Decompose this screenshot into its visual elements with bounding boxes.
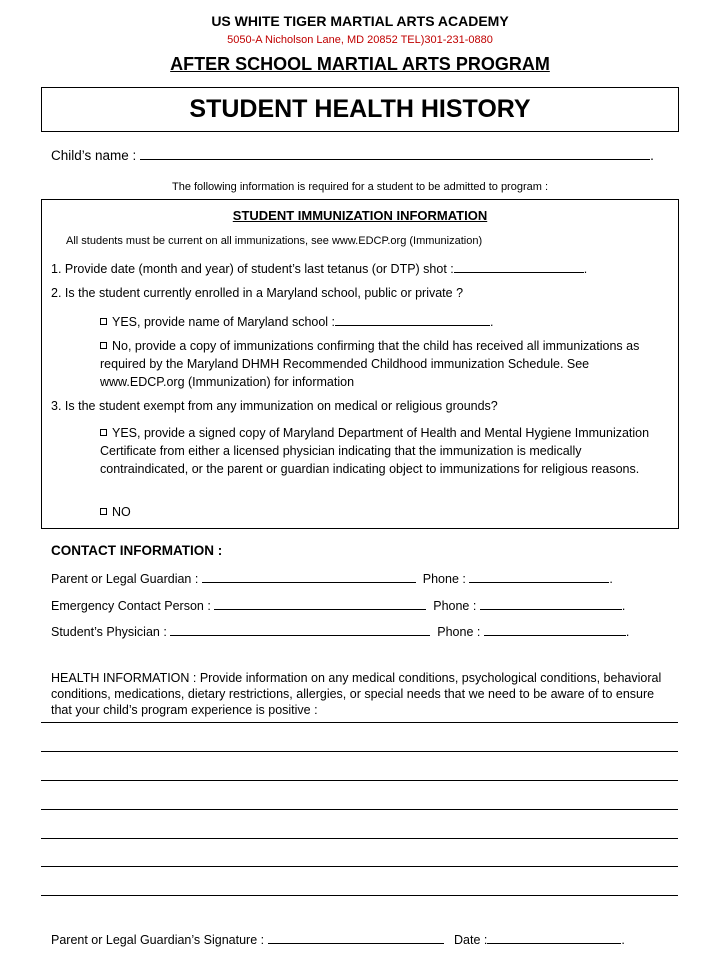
q3-yes-text: YES, provide a signed copy of Maryland Department of Health and Mental Hygiene Immunization Certificate from either a licensed physician indicating that the immunization is medically contraindicated, or the parent or guardian indicating object to immunizations for religious reasons. (100, 426, 650, 476)
q2-yes-text: YES, provide name of Maryland school : (112, 315, 336, 329)
q2-text: 2. Is the student currently enrolled in a Maryland school, public or private ? (51, 286, 464, 300)
q2-no-text: No, provide a copy of immunizations confirming that the child has received all immunizations as required by the Maryland DHMH Recommended Childhood immunization Schedule. See www.EDCP.org (Immunization) for information (100, 339, 640, 389)
physician-phone-field[interactable] (484, 622, 626, 636)
health-line[interactable] (41, 866, 678, 867)
date-label: Date : (454, 933, 488, 947)
immunization-intro: All students must be current on all immunizations, see www.EDCP.org (Immunization) (66, 235, 483, 247)
q2-yes-row: YES, provide name of Maryland school : . (100, 312, 494, 329)
q3-text: 3. Is the student exempt from any immunization on medical or religious grounds? (51, 399, 498, 413)
q1-row: 1. Provide date (month and year) of student’s last tetanus (or DTP) shot : . (51, 259, 587, 276)
guardian-label: Parent or Legal Guardian : (51, 572, 199, 586)
emergency-row: Emergency Contact Person : Phone : . (51, 596, 625, 613)
signature-row: Parent or Legal Guardian’s Signature : Date : . (51, 930, 625, 947)
guardian-row: Parent or Legal Guardian : Phone : . (51, 569, 613, 586)
required-note: The following information is required for a student to be admitted to program : (171, 181, 549, 193)
child-name-label: Child’s name : (51, 148, 137, 163)
emergency-label: Emergency Contact Person : (51, 599, 211, 613)
q2-no-row (100, 337, 665, 391)
guardian-phone-label: Phone : (422, 572, 466, 586)
q3-yes-row (100, 424, 668, 478)
q3-no-row (100, 505, 131, 519)
q3-yes-checkbox[interactable] (100, 429, 107, 436)
signature-field[interactable] (268, 930, 444, 944)
title-box (41, 87, 679, 132)
guardian-name-field[interactable] (202, 569, 416, 583)
q3-no-checkbox[interactable] (100, 508, 107, 515)
q2-yes-checkbox[interactable] (100, 318, 107, 325)
health-line[interactable] (41, 722, 678, 723)
physician-name-field[interactable] (170, 622, 430, 636)
contact-heading: CONTACT INFORMATION : (51, 543, 223, 558)
health-line[interactable] (41, 809, 678, 810)
academy-name: US WHITE TIGER MARTIAL ARTS ACADEMY (211, 13, 509, 29)
emergency-phone-field[interactable] (480, 596, 622, 610)
emergency-phone-label: Phone : (433, 599, 477, 613)
academy-address: 5050-A Nicholson Lane, MD 20852 TEL)301-231-0880 (227, 34, 493, 46)
emergency-name-field[interactable] (214, 596, 426, 610)
q3-no-text: NO (112, 505, 131, 519)
program-title: AFTER SCHOOL MARTIAL ARTS PROGRAM (170, 54, 550, 74)
q2-no-checkbox[interactable] (100, 342, 107, 349)
physician-row: Student’s Physician : Phone : . (51, 622, 629, 639)
health-line[interactable] (41, 780, 678, 781)
health-line[interactable] (41, 751, 678, 752)
guardian-phone-field[interactable] (469, 569, 609, 583)
health-info-text: HEALTH INFORMATION : Provide information on any medical conditions, psychological conditions, behavioral conditions, medications, dietary restrictions, allergies, or special needs that we need to be aware of to ensure that your child’s program experience is positive : (51, 671, 662, 717)
page-title: STUDENT HEALTH HISTORY (189, 95, 531, 123)
school-name-field[interactable] (335, 312, 490, 326)
child-name-field[interactable] (140, 146, 650, 160)
physician-label: Student’s Physician : (51, 625, 167, 639)
date-field[interactable] (487, 930, 621, 944)
q1-text: 1. Provide date (month and year) of student’s last tetanus (or DTP) shot : (51, 262, 454, 276)
health-line[interactable] (41, 895, 678, 896)
child-name-row: Child’s name : . (51, 148, 654, 163)
physician-phone-label: Phone : (437, 625, 481, 639)
signature-label: Parent or Legal Guardian’s Signature : (51, 933, 265, 947)
health-line[interactable] (41, 838, 678, 839)
tetanus-date-field[interactable] (454, 259, 584, 273)
immunization-heading: STUDENT IMMUNIZATION INFORMATION (232, 208, 488, 223)
